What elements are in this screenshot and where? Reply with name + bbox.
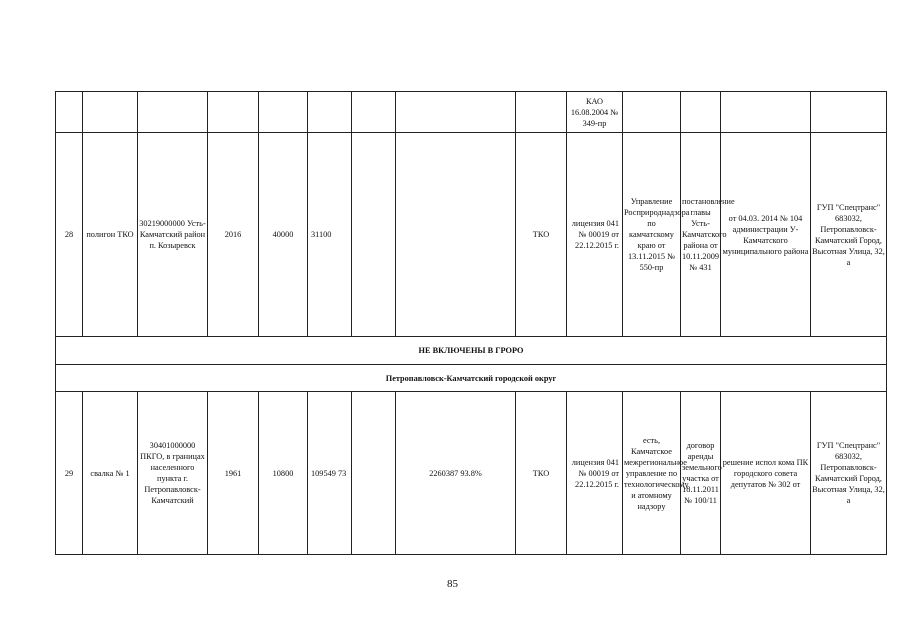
cell-volume: 31100 [308,133,352,337]
table-row-29 [56,392,887,555]
table-row-28 [56,133,887,337]
cell-license: лицензия 041 № 00019 от 22.12.2015 г. [567,133,623,337]
cell-decision: решение испол кома ПК городского совета депутатов № 302 от [721,392,811,555]
registry-table [55,91,887,555]
cell-operator: ГУП "Спецтранс" 683032, Петропавловск-Камчатский Город, Высотная Улица, 32, а [811,392,887,555]
section-heading: НЕ ВКЛЮЧЕНЫ В ГРОРО [56,337,887,365]
cell-capacity: 40000 [259,133,308,337]
cell-code-location: 30401000000 ПКГО, в границах населенного пункта г. Петропавловск-Камчатский [138,392,208,555]
cell-volume: 109549 73 [308,392,352,555]
page-number: 85 [447,578,458,590]
cell-authority: Управление Росприроднадзора по камчатскому краю от 13.11.2015 № 550-пр [623,133,681,337]
cell-authority: КАО 16.08.2004 № 349-пр [567,92,623,133]
cell-year: 1961 [208,392,259,555]
cell-type: полигон ТКО [83,133,138,337]
cell-authority: есть, Камчатское межрегиональное управление по технологическому и атомному надзору [623,392,681,555]
cell-capacity: 10800 [259,392,308,555]
cell-waste-type: ТКО [516,133,567,337]
cell-fill: 2260387 93.8% [396,392,516,555]
cell-type: свалка № 1 [83,392,138,555]
cell-year: 2016 [208,133,259,337]
cell-code-location: 30219000000 Усть-Камчатский район п. Козыревск [138,133,208,337]
table-row-continued [56,92,887,133]
cell-operator: ГУП "Спецтранс" 683032, Петропавловск-Камчатский Город, Высотная Улица, 32, а [811,133,887,337]
cell-land-document: постановление главы Усть-Камчатского района от 10.11.2009 № 431 [681,133,721,337]
cell-num: 28 [56,133,83,337]
section-row-not-included [56,337,887,365]
cell-num: 29 [56,392,83,555]
cell-decision: от 04.03. 2014 № 104 администрации У-Камчатского муниципального района [721,133,811,337]
cell-waste-type: ТКО [516,392,567,555]
district-heading: Петропавловск-Камчатский городской округ [56,365,887,392]
cell-license: лицензия 041 № 00019 от 22.12.2015 г. [567,392,623,555]
section-row-district [56,365,887,392]
cell-land-document: договор аренды земельного участка от 18.11.2011 № 100/11 [681,392,721,555]
